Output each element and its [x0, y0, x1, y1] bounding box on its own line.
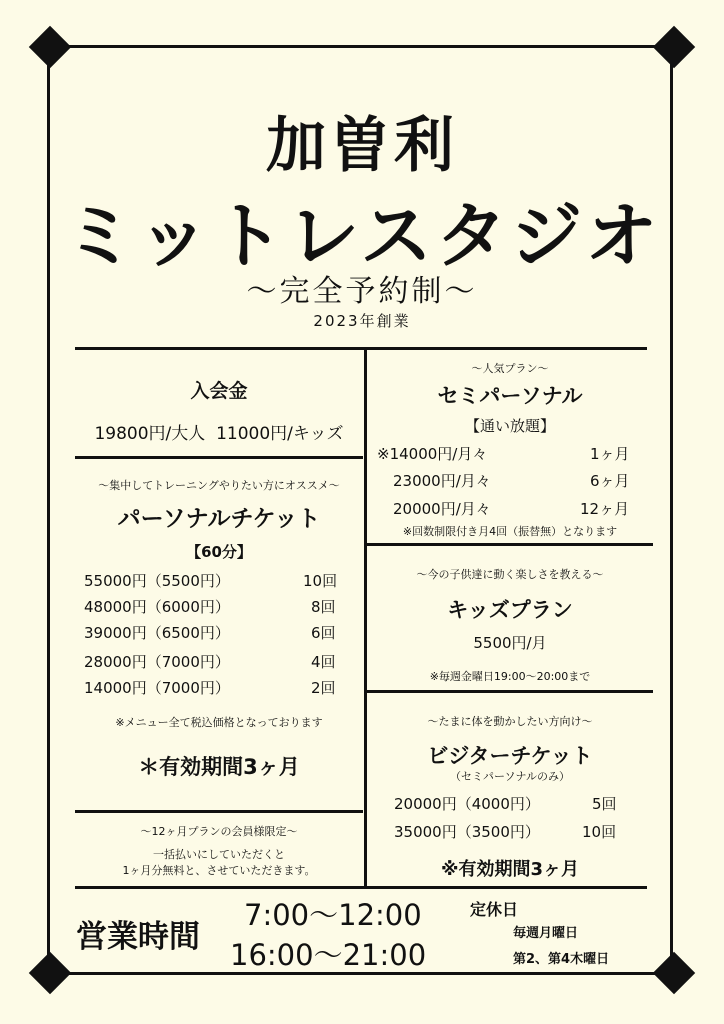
hours-slot-2: 16:00～21:00 — [230, 938, 427, 972]
entry-fee-heading: 入会金 — [190, 380, 248, 402]
semi-tagline: ～人気プラン～ — [471, 362, 549, 375]
personal-row-5-price: 14000円（7000円） — [84, 679, 230, 697]
visitor-tagline: ～たまに体を動かしたい方向け～ — [427, 715, 593, 728]
personal-row-4-count: 4回 — [311, 653, 336, 671]
personal-row-2-price: 48000円（6000円） — [84, 598, 230, 616]
kids-title: キッズプラン — [447, 598, 573, 622]
divider-left-2 — [75, 810, 363, 813]
semi-row-3-term: 12ヶ月 — [580, 500, 630, 518]
studio-name-line1: 加曽利 — [266, 111, 458, 181]
visitor-title: ビジターチケット — [427, 744, 593, 768]
visitor-row-2-count: 10回 — [582, 823, 617, 841]
semi-row-2-term: 6ヶ月 — [590, 472, 630, 490]
personal-duration: 【60分】 — [186, 543, 252, 561]
divider-bottom — [75, 886, 647, 889]
personal-row-1-price: 55000円（5500円） — [84, 572, 230, 590]
tax-note: ※メニュー全て税込価格となっております — [115, 716, 323, 729]
visitor-row-1-price: 20000円（4000円） — [394, 795, 540, 813]
semi-title: セミパーソナル — [437, 384, 583, 408]
personal-row-5-count: 2回 — [311, 679, 336, 697]
personal-title: パーソナルチケット — [117, 506, 321, 532]
studio-name-line2: ミットレスタジオ — [63, 194, 661, 278]
divider-right-1 — [367, 543, 653, 546]
entry-fee-price: 19800円/大人 11000円/キッズ — [94, 424, 344, 444]
hours-slot-1: 7:00～12:00 — [244, 898, 422, 932]
semi-label: 【通い放題】 — [464, 417, 555, 435]
closed-line2: 第2、第4木曜日 — [513, 952, 610, 967]
divider-right-2 — [367, 690, 653, 693]
semi-row-3-price: 20000円/月々 — [393, 500, 491, 518]
member-limited-line2: 1ヶ月分無料と、させていただきます。 — [122, 864, 316, 877]
semi-row-1-term: 1ヶ月 — [590, 445, 630, 463]
personal-row-1-count: 10回 — [303, 572, 338, 590]
personal-tagline: ～集中してトレーニングやりたい方にオススメ～ — [98, 479, 340, 492]
visitor-subtitle: （セミパーソナルのみ） — [449, 770, 570, 783]
semi-row-1-price: ※14000円/月々 — [377, 445, 488, 463]
personal-row-4-price: 28000円（7000円） — [84, 653, 230, 671]
closed-line1: 毎週月曜日 — [513, 926, 579, 941]
closed-label: 定休日 — [470, 900, 519, 919]
visitor-row-2-price: 35000円（3500円） — [394, 823, 540, 841]
kids-price: 5500円/月 — [473, 634, 547, 652]
hours-label: 営業時間 — [76, 919, 200, 955]
member-limited-title: ～12ヶ月プランの会員様限定～ — [140, 825, 298, 838]
divider-left-1 — [75, 456, 363, 459]
personal-row-2-count: 8回 — [311, 598, 336, 616]
visitor-validity: ※有効期間3ヶ月 — [440, 859, 580, 880]
founded-year: 2023年創業 — [313, 312, 411, 330]
personal-row-3-count: 6回 — [311, 624, 336, 642]
semi-row-2-price: 23000円/月々 — [393, 472, 491, 490]
semi-note: ※回数制限付き月4回（振替無）となります — [402, 525, 618, 538]
kids-note: ※毎週金曜日19:00～20:00まで — [429, 670, 591, 683]
divider-top — [75, 347, 647, 350]
visitor-row-1-count: 5回 — [592, 795, 617, 813]
kids-tagline: ～今の子供達に動く楽しさを教える～ — [416, 568, 604, 581]
reservation-subtitle: ～完全予約制～ — [246, 274, 478, 309]
personal-validity: ＊有効期間3ヶ月 — [138, 755, 300, 779]
member-limited-line1: 一括払いにしていただくと — [153, 848, 285, 861]
personal-row-3-price: 39000円（6500円） — [84, 624, 230, 642]
